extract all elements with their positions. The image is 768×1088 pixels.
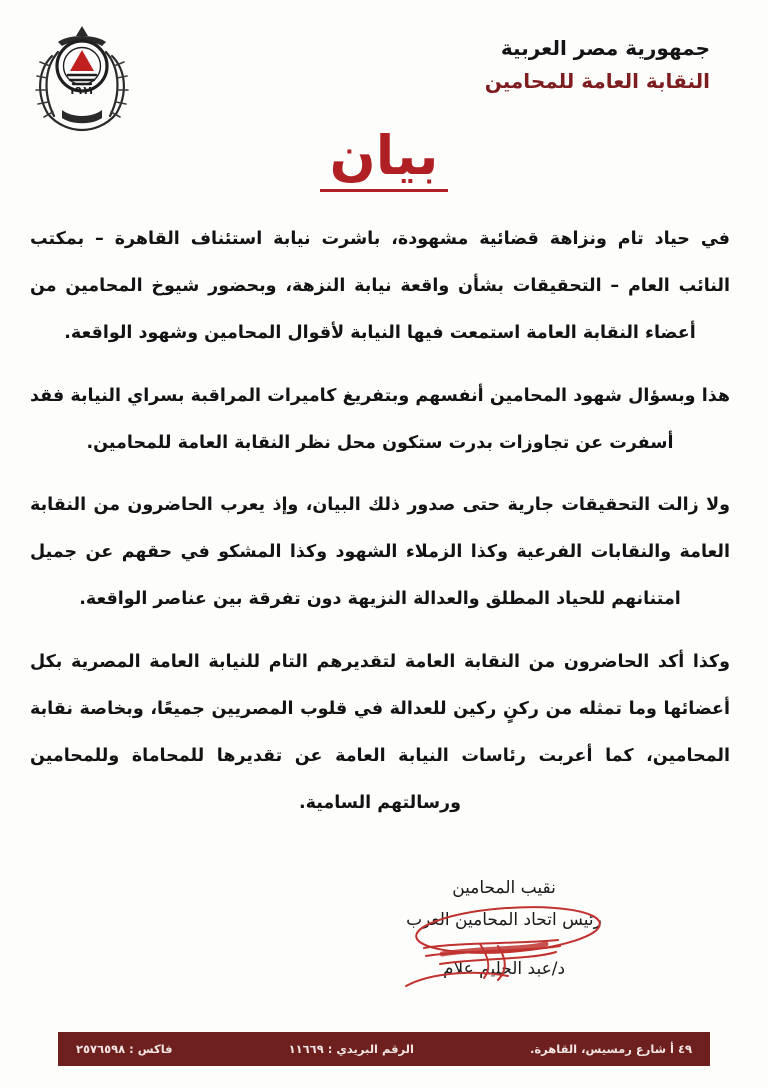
document-footer [58, 1032, 710, 1066]
body-paragraph: وكذا أكد الحاضرون من النقابة العامة لتقديرهم التام للنيابة العامة المصرية بكل أعضائها وما تمثله من ركنٍ ركين للعدالة في قلوب المصريين جميعًا، وبخاصة نقابة المحامين، كما أعربت رئاسات النيابة العامة عن تقديرها للمحاماة وللمحامين ورسالتهم السامية. [30, 652, 730, 813]
signatory-name: د/عبد الحليم علام [442, 958, 566, 979]
body-paragraph: في حياد تام ونزاهة قضائية مشهودة، باشرت نيابة استئناف القاهرة – بمكتب النائب العام – التحقيقات بشأن واقعة نيابة النزهة، وبحضور شيوخ المحامين من أعضاء النقابة العامة استمعت فيها النيابة لأقوال المحامين وشهود الواقعة. [30, 229, 730, 343]
footer-address: ٤٩ أ شارع رمسيس، القاهرة. [529, 1042, 692, 1056]
document-body [30, 216, 730, 827]
signature-lines [0, 872, 768, 985]
body-paragraph: ولا زالت التحقيقات جارية حتى صدور ذلك البيان، وإذ يعرب الحاضرون من النقابة العامة والنقابات الفرعية وكذا الزملاء الشهود وكذا المشكو في حقهم عن جميل امتنانهم للحياد المطلق والعدالة النزيهة دون تفرقة بين عناصر الواقعة. [30, 495, 730, 610]
signature-role-secondary: رئيس اتحاد المحامين العرب [406, 910, 602, 931]
document-title-container [0, 124, 768, 192]
egyptian-bar-association-emblem-icon [28, 22, 136, 134]
emblem-year-label: ١٩١٢ [68, 84, 96, 97]
country-name-label: جمهورية مصر العربية [500, 36, 710, 60]
organization-name-label: النقابة العامة للمحامين [484, 69, 710, 93]
document-title: بيان [320, 128, 449, 192]
body-paragraph: هذا وبسؤال شهود المحامين أنفسهم وبتفريغ كاميرات المراقبة بسراي النيابة فقد أسفرت عن تجاوزات بدرت ستكون محل نظر النقابة العامة للمحامين. [30, 385, 730, 453]
footer-postal-code: الرقم البريدي : ١١٦٦٩ [288, 1042, 414, 1056]
signature-role-primary: نقيب المحامين [452, 878, 556, 898]
header-titles [485, 34, 710, 96]
signature-block [0, 872, 768, 1007]
footer-fax: فاكس : ٢٥٧٦٥٩٨ [76, 1042, 173, 1056]
signature-text-group [406, 872, 602, 985]
